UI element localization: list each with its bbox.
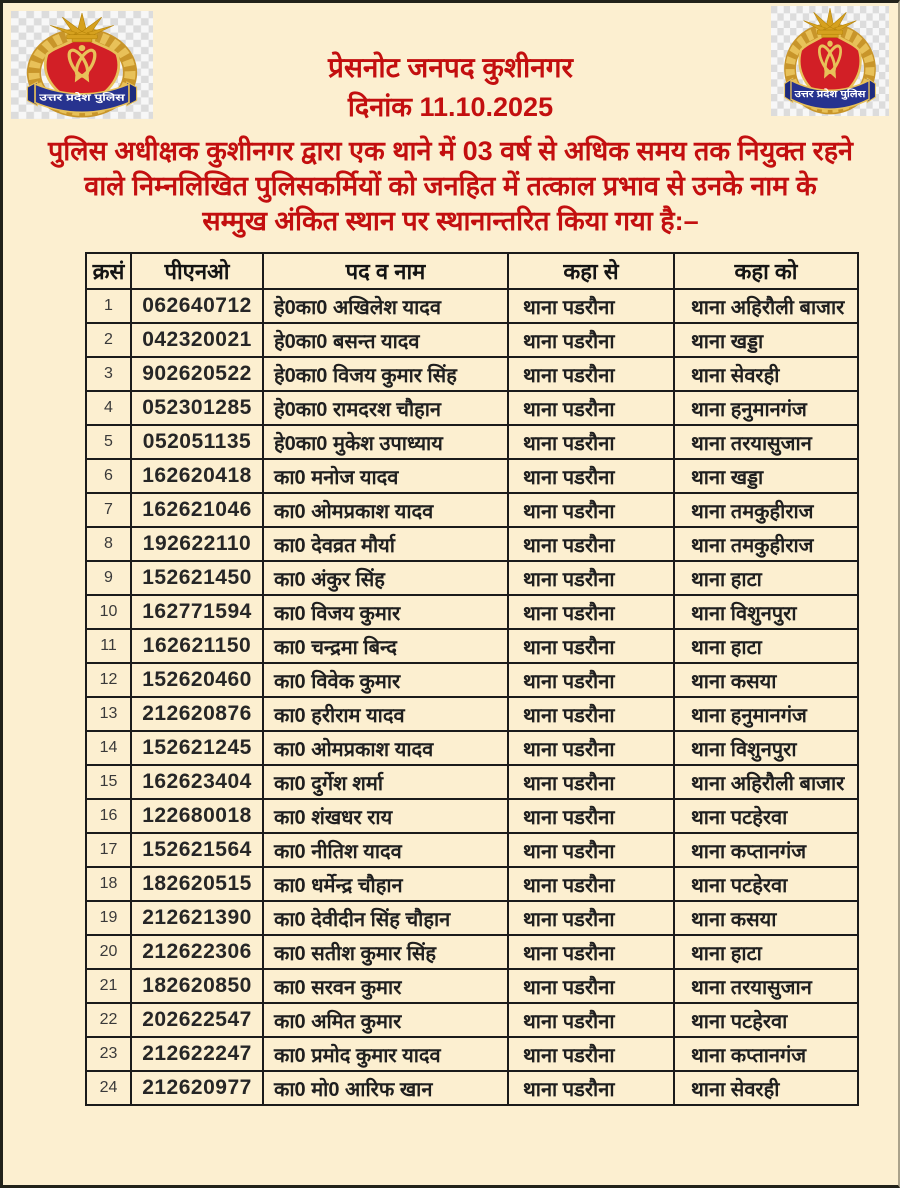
to-cell: थाना हाटा xyxy=(674,629,858,663)
serial-cell: 22 xyxy=(86,1003,131,1037)
name-cell: का0 अमित कुमार xyxy=(263,1003,508,1037)
to-cell: थाना सेवरही xyxy=(674,357,858,391)
to-cell: थाना कप्तानगंज xyxy=(674,1037,858,1071)
name-cell: हे0का0 अखिलेश यादव xyxy=(263,289,508,323)
from-cell: थाना पडरौना xyxy=(508,527,674,561)
to-cell: थाना विशुनपुरा xyxy=(674,595,858,629)
name-cell: का0 मो0 आरिफ खान xyxy=(263,1071,508,1105)
pno-cell: 052051135 xyxy=(131,425,263,459)
pno-cell: 182620515 xyxy=(131,867,263,901)
table-row xyxy=(86,935,858,969)
header-row xyxy=(86,253,858,289)
from-cell: थाना पडरौना xyxy=(508,765,674,799)
pno-cell: 162771594 xyxy=(131,595,263,629)
to-cell: थाना हनुमानगंज xyxy=(674,391,858,425)
serial-cell: 1 xyxy=(86,289,131,323)
pno-cell: 152620460 xyxy=(131,663,263,697)
from-cell: थाना पडरौना xyxy=(508,357,674,391)
table-row xyxy=(86,969,858,1003)
table-row xyxy=(86,425,858,459)
name-cell: का0 नीतिश यादव xyxy=(263,833,508,867)
serial-cell: 24 xyxy=(86,1071,131,1105)
press-note-title: प्रेसनोट जनपद कुशीनगर xyxy=(328,52,573,83)
col-header-to: कहा को xyxy=(674,253,858,289)
serial-cell: 4 xyxy=(86,391,131,425)
name-cell: का0 दुर्गेश शर्मा xyxy=(263,765,508,799)
name-cell: का0 अंकुर सिंह xyxy=(263,561,508,595)
pno-cell: 122680018 xyxy=(131,799,263,833)
from-cell: थाना पडरौना xyxy=(508,391,674,425)
table-row xyxy=(86,697,858,731)
serial-cell: 7 xyxy=(86,493,131,527)
name-cell: का0 हरीराम यादव xyxy=(263,697,508,731)
pno-cell: 152621245 xyxy=(131,731,263,765)
from-cell: थाना पडरौना xyxy=(508,561,674,595)
pno-cell: 202622547 xyxy=(131,1003,263,1037)
pno-cell: 152621450 xyxy=(131,561,263,595)
to-cell: थाना हाटा xyxy=(674,935,858,969)
serial-cell: 23 xyxy=(86,1037,131,1071)
pno-cell: 182620850 xyxy=(131,969,263,1003)
intro-line-3: सम्मुख अंकित स्थान पर स्थानान्तरित किया गया है:– xyxy=(202,206,699,236)
name-cell: का0 ओमप्रकाश यादव xyxy=(263,493,508,527)
to-cell: थाना हाटा xyxy=(674,561,858,595)
from-cell: थाना पडरौना xyxy=(508,935,674,969)
name-cell: हे0का0 रामदरश चौहान xyxy=(263,391,508,425)
name-cell: का0 विवेक कुमार xyxy=(263,663,508,697)
transfer-table-body xyxy=(86,289,858,1105)
serial-cell: 20 xyxy=(86,935,131,969)
table-row xyxy=(86,731,858,765)
serial-cell: 10 xyxy=(86,595,131,629)
name-cell: हे0का0 बसन्त यादव xyxy=(263,323,508,357)
from-cell: थाना पडरौना xyxy=(508,697,674,731)
name-cell: हे0का0 मुकेश उपाध्याय xyxy=(263,425,508,459)
table-row xyxy=(86,357,858,391)
col-header-from: कहा से xyxy=(508,253,674,289)
to-cell: थाना तमकुहीराज xyxy=(674,527,858,561)
name-cell: का0 शंखधर राय xyxy=(263,799,508,833)
press-note-date: दिनांक 11.10.2025 xyxy=(347,92,554,122)
table-row xyxy=(86,663,858,697)
table-row xyxy=(86,1071,858,1105)
intro-line-1: पुलिस अधीक्षक कुशीनगर द्वारा एक थाने में 03 वर्ष से अधिक समय तक नियुक्त रहने xyxy=(47,136,854,166)
table-row xyxy=(86,1003,858,1037)
to-cell: थाना कप्तानगंज xyxy=(674,833,858,867)
from-cell: थाना पडरौना xyxy=(508,799,674,833)
pno-cell: 192622110 xyxy=(131,527,263,561)
name-cell: हे0का0 विजय कुमार सिंह xyxy=(263,357,508,391)
table-row xyxy=(86,629,858,663)
pno-cell: 052301285 xyxy=(131,391,263,425)
to-cell: थाना अहिरौली बाजार xyxy=(674,289,858,323)
table-row xyxy=(86,459,858,493)
name-cell: का0 विजय कुमार xyxy=(263,595,508,629)
to-cell: थाना सेवरही xyxy=(674,1071,858,1105)
pno-cell: 042320021 xyxy=(131,323,263,357)
table-row xyxy=(86,1037,858,1071)
from-cell: थाना पडरौना xyxy=(508,493,674,527)
from-cell: थाना पडरौना xyxy=(508,901,674,935)
col-header-pno: पीएनओ xyxy=(131,253,263,289)
from-cell: थाना पडरौना xyxy=(508,595,674,629)
from-cell: थाना पडरौना xyxy=(508,323,674,357)
serial-cell: 15 xyxy=(86,765,131,799)
serial-cell: 12 xyxy=(86,663,131,697)
table-row xyxy=(86,901,858,935)
from-cell: थाना पडरौना xyxy=(508,1003,674,1037)
table-row xyxy=(86,765,858,799)
table-row xyxy=(86,527,858,561)
from-cell: थाना पडरौना xyxy=(508,459,674,493)
table-row xyxy=(86,323,858,357)
pno-cell: 062640712 xyxy=(131,289,263,323)
table-row xyxy=(86,391,858,425)
name-cell: का0 मनोज यादव xyxy=(263,459,508,493)
table-row xyxy=(86,561,858,595)
to-cell: थाना विशुनपुरा xyxy=(674,731,858,765)
col-header-name: पद व नाम xyxy=(263,253,508,289)
intro-line-2: वाले निम्नलिखित पुलिसकर्मियों को जनहित में तत्काल प्रभाव से उनके नाम के xyxy=(84,171,817,201)
serial-cell: 8 xyxy=(86,527,131,561)
transfer-table xyxy=(85,252,859,1106)
pno-cell: 212622247 xyxy=(131,1037,263,1071)
to-cell: थाना खड्डा xyxy=(674,323,858,357)
up-police-logo-left xyxy=(11,11,153,119)
serial-cell: 3 xyxy=(86,357,131,391)
table-row xyxy=(86,595,858,629)
to-cell: थाना हनुमानगंज xyxy=(674,697,858,731)
pno-cell: 162620418 xyxy=(131,459,263,493)
serial-cell: 16 xyxy=(86,799,131,833)
pno-cell: 212620977 xyxy=(131,1071,263,1105)
name-cell: का0 सरवन कुमार xyxy=(263,969,508,1003)
to-cell: थाना कसया xyxy=(674,663,858,697)
serial-cell: 11 xyxy=(86,629,131,663)
to-cell: थाना पटहेरवा xyxy=(674,867,858,901)
serial-cell: 13 xyxy=(86,697,131,731)
col-header-serial: क्रसं xyxy=(86,253,131,289)
from-cell: थाना पडरौना xyxy=(508,425,674,459)
name-cell: का0 धर्मेन्द्र चौहान xyxy=(263,867,508,901)
pno-cell: 902620522 xyxy=(131,357,263,391)
serial-cell: 17 xyxy=(86,833,131,867)
serial-cell: 2 xyxy=(86,323,131,357)
to-cell: थाना पटहेरवा xyxy=(674,1003,858,1037)
name-cell: का0 प्रमोद कुमार यादव xyxy=(263,1037,508,1071)
table-row xyxy=(86,799,858,833)
to-cell: थाना तरयासुजान xyxy=(674,425,858,459)
pno-cell: 162623404 xyxy=(131,765,263,799)
up-police-logo-right xyxy=(771,6,889,116)
name-cell: का0 देवव्रत मौर्या xyxy=(263,527,508,561)
name-cell: का0 देवीदीन सिंह चौहान xyxy=(263,901,508,935)
to-cell: थाना कसया xyxy=(674,901,858,935)
from-cell: थाना पडरौना xyxy=(508,969,674,1003)
serial-cell: 19 xyxy=(86,901,131,935)
pno-cell: 212621390 xyxy=(131,901,263,935)
to-cell: थाना तमकुहीराज xyxy=(674,493,858,527)
from-cell: थाना पडरौना xyxy=(508,1037,674,1071)
to-cell: थाना अहिरौली बाजार xyxy=(674,765,858,799)
name-cell: का0 ओमप्रकाश यादव xyxy=(263,731,508,765)
from-cell: थाना पडरौना xyxy=(508,731,674,765)
serial-cell: 5 xyxy=(86,425,131,459)
serial-cell: 14 xyxy=(86,731,131,765)
to-cell: थाना खड्डा xyxy=(674,459,858,493)
name-cell: का0 चन्द्रमा बिन्द xyxy=(263,629,508,663)
intro-paragraph xyxy=(3,134,898,239)
serial-cell: 18 xyxy=(86,867,131,901)
table-row xyxy=(86,493,858,527)
from-cell: थाना पडरौना xyxy=(508,833,674,867)
serial-cell: 21 xyxy=(86,969,131,1003)
from-cell: थाना पडरौना xyxy=(508,663,674,697)
transfer-table-head xyxy=(86,253,858,289)
table-row xyxy=(86,833,858,867)
pno-cell: 212622306 xyxy=(131,935,263,969)
to-cell: थाना पटहेरवा xyxy=(674,799,858,833)
pno-cell: 212620876 xyxy=(131,697,263,731)
table-row xyxy=(86,867,858,901)
table-row xyxy=(86,289,858,323)
from-cell: थाना पडरौना xyxy=(508,867,674,901)
from-cell: थाना पडरौना xyxy=(508,289,674,323)
name-cell: का0 सतीश कुमार सिंह xyxy=(263,935,508,969)
from-cell: थाना पडरौना xyxy=(508,629,674,663)
from-cell: थाना पडरौना xyxy=(508,1071,674,1105)
pno-cell: 152621564 xyxy=(131,833,263,867)
pno-cell: 162621046 xyxy=(131,493,263,527)
to-cell: थाना तरयासुजान xyxy=(674,969,858,1003)
serial-cell: 9 xyxy=(86,561,131,595)
pno-cell: 162621150 xyxy=(131,629,263,663)
serial-cell: 6 xyxy=(86,459,131,493)
